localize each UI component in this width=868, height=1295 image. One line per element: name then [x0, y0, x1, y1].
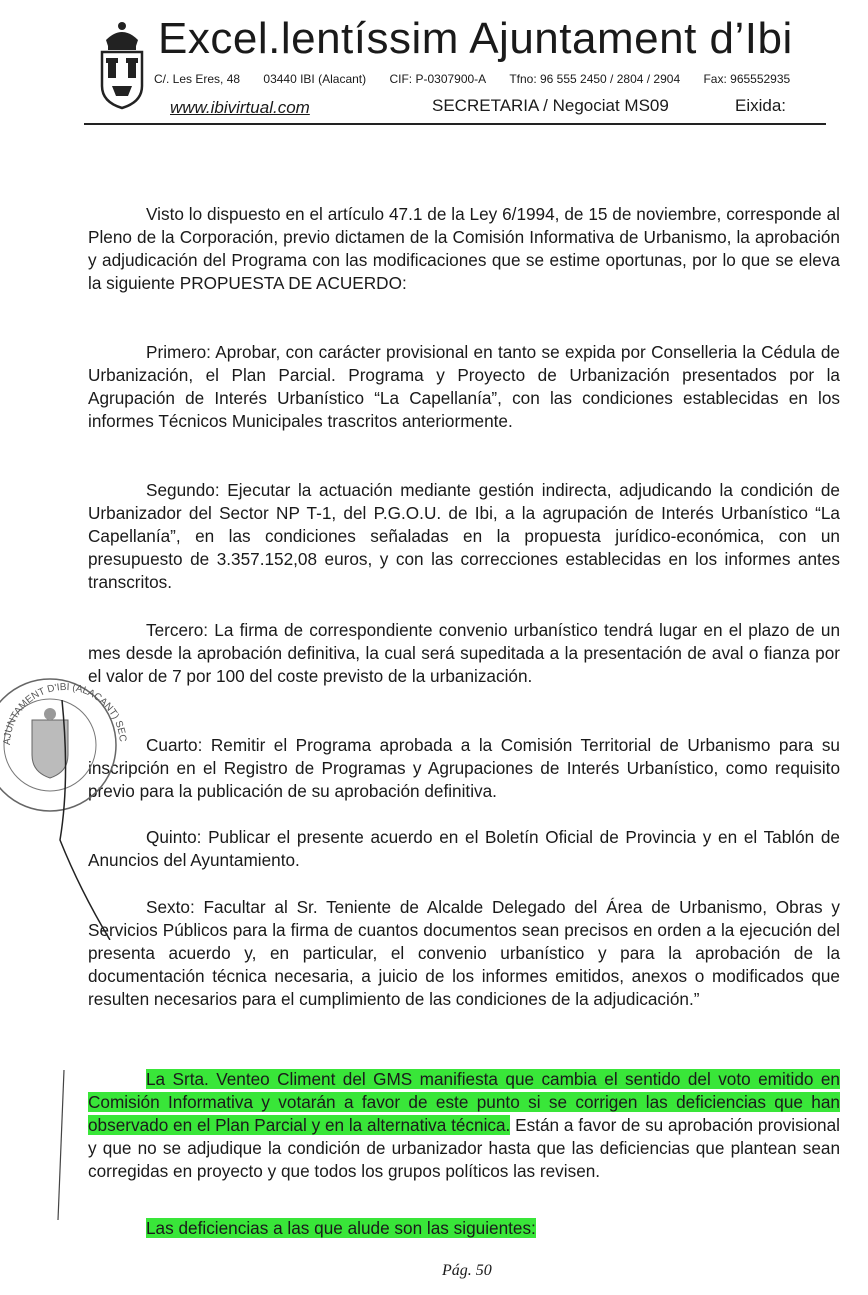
department-label: SECRETARIA / Negociat MS09	[432, 96, 669, 115]
paragraph-sexto: Sexto: Facultar al Sr. Teniente de Alcalde Delegado del Área de Urbanismo, Obras y Servicios Públicos para la firma de cuantos documentos sean precisos en orden a la ejecución del presenta acuerdo y, en particular, el convenio urbanístico y para la aprobación de la documentación técnica necesaria, a juicio de los informes emitidos, anexos o modificados que resulten necesarios para el cumplimiento de las condiciones de la adjudicación.”	[88, 897, 840, 1009]
paragraph-cuarto: Cuarto: Remitir el Programa aprobada a la Comisión Territorial de Urbanismo para su inscripción en el Registro de Programas y Agrupaciones de Interés Urbanístico, como requisito previo para la publicación de su aprobación definitiva.	[88, 735, 840, 801]
header-divider	[84, 123, 826, 125]
paragraph-venteo	[88, 1068, 840, 1183]
exit-label: Eixida:	[735, 96, 787, 115]
header-contact-line	[154, 72, 810, 86]
institution-title: Excel.lentíssim Ajuntament d’Ibi	[158, 14, 793, 63]
website-link[interactable]: www.ibivirtual.com	[170, 98, 310, 117]
paragraph-segundo: Segundo: Ejecutar la actuación mediante gestión indirecta, adjudicando la condición de Urbanizador del Sector NP T-1, del P.G.O.U. de Ibi, a la agrupación de Interés Urbanístico “La Capellanía”, en las condiciones señaladas en la propuesta jurídico-económica, con un presupuesto de 3.357.152,08 euros, y con las correcciones establecidas en los informes antes transcritos.	[88, 480, 840, 592]
seal-text: AJUNTAMENT D'IBI (ALACANT) SEC	[1, 681, 128, 746]
venteo-rest-text: Están a favor de su aprobación provisional y que no se adjudique la condición de urbanizador hasta que las deficiencias que plantean sean corregidas en proyecto y que todos los grupos políticos las revisen.	[88, 1115, 840, 1181]
highlighted-deficiencias: Las deficiencias a las que alude son las siguientes:	[146, 1218, 536, 1238]
phone-text: Tfno: 96 555 2450 / 2804 / 2904	[509, 72, 681, 86]
paragraph-quinto: Quinto: Publicar el presente acuerdo en el Boletín Oficial de Provincia y en el Tablón de Anuncios del Ayuntamiento.	[88, 827, 840, 870]
paragraph-primero: Primero: Aprobar, con carácter provisional en tanto se expida por Conselleria la Cédula de Urbanización, el Plan Parcial. Programa y Proyecto de Urbanización presentados por la Agrupación de Interés Urbanístico “La Capellanía”, con las condiciones establecidas en los informes Técnicos Municipales trascritos anteriormente.	[88, 342, 840, 431]
paragraph-tercero: Tercero: La firma de correspondiente convenio urbanístico tendrá lugar en el plazo de un mes desde la aprobación definitiva, la cual será supeditada a la presentación de aval o fianza por el valor de 7 por 100 del coste previsto de la urbanización.	[88, 620, 840, 686]
fax-text: Fax: 965552935	[703, 72, 791, 86]
paragraph-deficiencias	[88, 1217, 840, 1240]
intro-paragraph: Visto lo dispuesto en el artículo 47.1 de la Ley 6/1994, de 15 de noviembre, corresponde al Pleno de la Corporación, previo dictamen de la Comisión Informativa de Urbanismo, la aprobación y adjudicación del Programa con las modificaciones que se estime oportunas, por lo que se eleva la siguiente PROPUESTA DE ACUERDO:	[88, 204, 840, 293]
address-text: C/. Les Eres, 48	[154, 72, 241, 86]
highlighted-text: La Srta. Venteo Climent del GMS manifiesta que cambia el sentido del voto emitido en Comisión Informativa y votarán a favor de este punto si se corrigen las deficiencias que han observado en el Plan Parcial y en la alternativa técnica.	[88, 1069, 840, 1135]
page-number: Pág. 50	[442, 1262, 492, 1279]
handwritten-margin-stroke	[0, 700, 120, 940]
postal-text: 03440 IBI (Alacant)	[263, 72, 367, 86]
coat-of-arms-icon	[96, 20, 148, 112]
cif-text: CIF: P-0307900-A	[389, 72, 487, 86]
margin-bracket-line	[52, 1070, 72, 1220]
